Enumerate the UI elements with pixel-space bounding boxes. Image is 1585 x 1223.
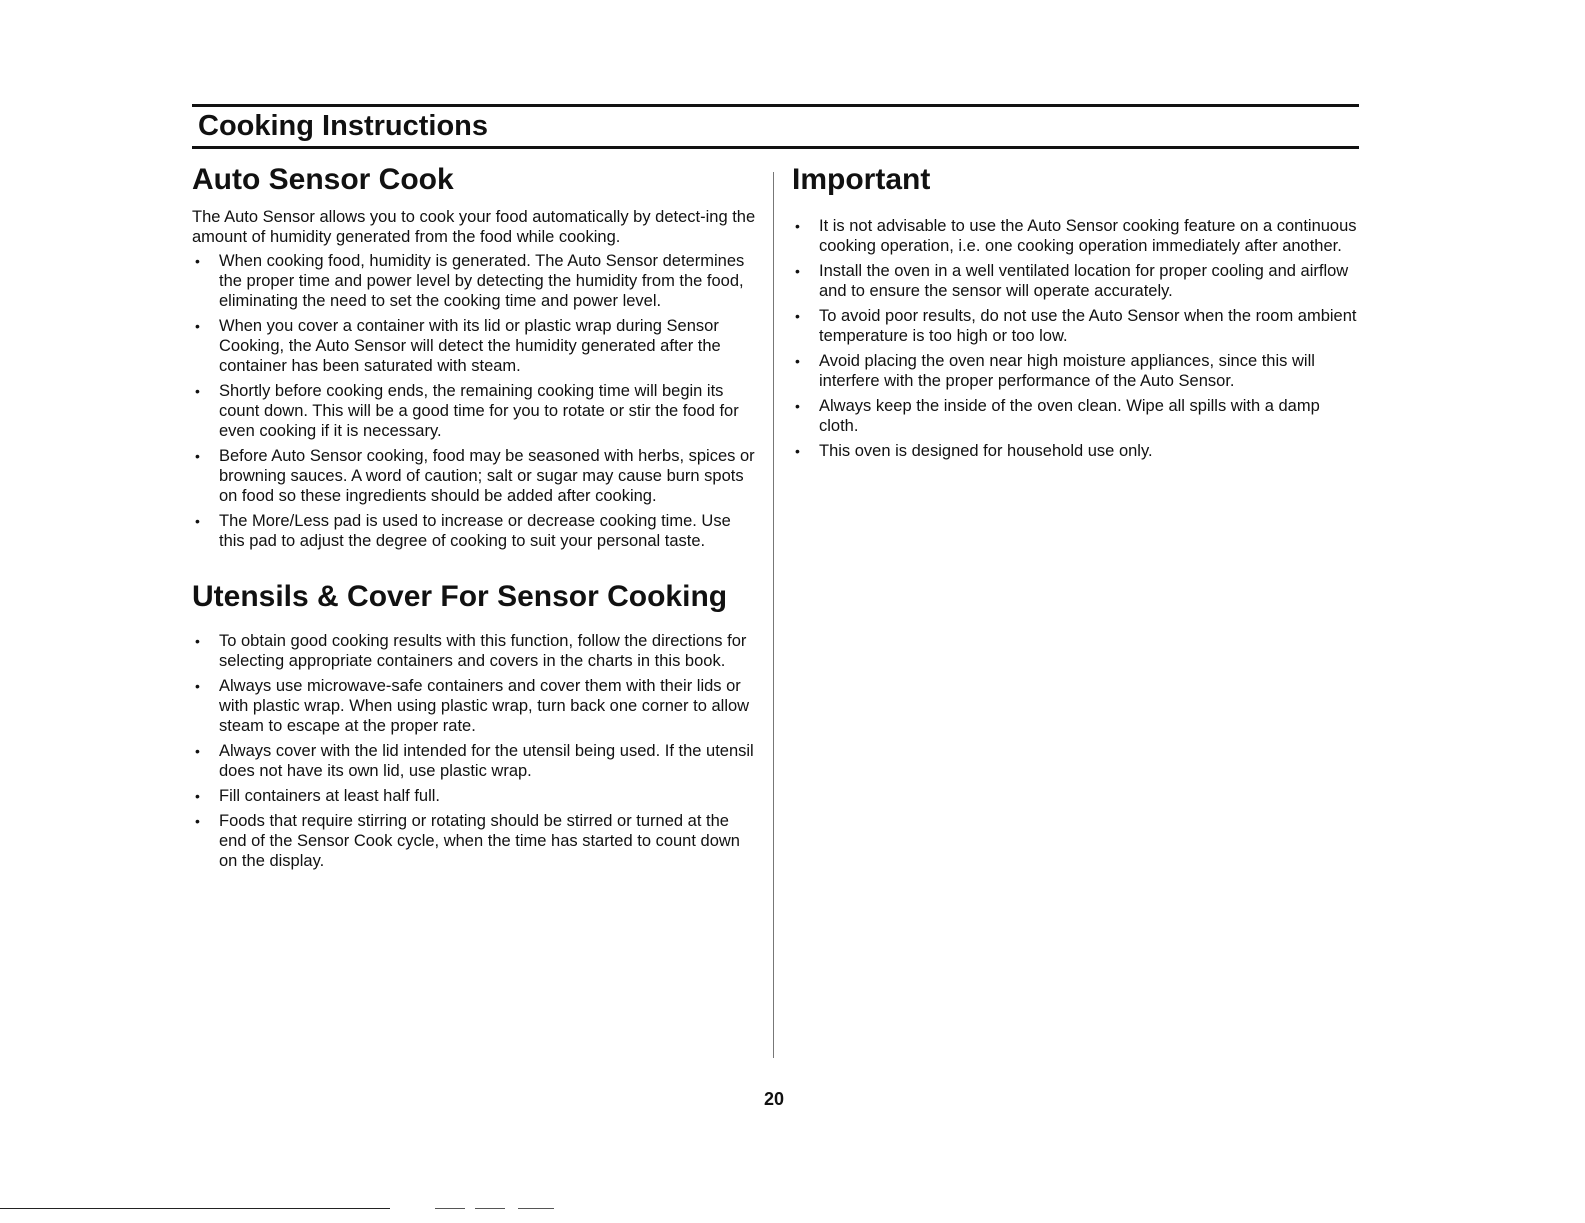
- footer-scan-mark: [435, 1208, 465, 1209]
- header-bottom-rule: [192, 146, 1359, 149]
- important-list: [792, 216, 1358, 461]
- footer-scan-mark: [475, 1208, 505, 1209]
- list-item: • The More/Less pad is used to increase or decrease cooking time. Use this pad to adjust the degree of cooking to suit your personal taste.: [192, 511, 758, 551]
- auto-sensor-list: [192, 251, 758, 551]
- list-item: • When cooking food, humidity is generated. The Auto Sensor determines the proper time and power level by detecting the humidity from the food, eliminating the need to set the cooking time and power level.: [192, 251, 758, 311]
- auto-sensor-intro: The Auto Sensor allows you to cook your food automatically by detect-ing the amount of humidity generated from the food while cooking.: [192, 208, 756, 246]
- list-item: • This oven is designed for household use only.: [792, 441, 1358, 461]
- important-section: [792, 160, 1358, 461]
- footer-scan-mark: [518, 1208, 554, 1209]
- page-title: Cooking Instructions: [198, 110, 488, 142]
- page-number: 20: [764, 1089, 785, 1109]
- auto-sensor-heading: Auto Sensor Cook: [192, 163, 454, 196]
- left-column: [192, 160, 758, 876]
- utensils-heading: Utensils & Cover For Sensor Cooking: [192, 580, 728, 613]
- list-item: • To avoid poor results, do not use the Auto Sensor when the room ambient temperature is too high or too low.: [792, 306, 1358, 346]
- footer-scan-line: [0, 1208, 390, 1209]
- list-item: • Always keep the inside of the oven clean. Wipe all spills with a damp cloth.: [792, 396, 1358, 436]
- utensils-list: [192, 631, 758, 871]
- list-item: • Foods that require stirring or rotating should be stirred or turned at the end of the Sensor Cook cycle, when the time has started to count down on the display.: [192, 811, 758, 871]
- list-item: • Always cover with the lid intended for the utensil being used. If the utensil does not have its own lid, use plastic wrap.: [192, 741, 758, 781]
- important-heading: Important: [792, 163, 931, 196]
- list-item: • Avoid placing the oven near high moisture appliances, since this will interfere with the proper performance of the Auto Sensor.: [792, 351, 1358, 391]
- right-column: [792, 160, 1358, 466]
- list-item: • Always use microwave-safe containers and cover them with their lids or with plastic wrap. When using plastic wrap, turn back one corner to allow steam to escape at the proper rate.: [192, 676, 758, 736]
- list-item: • It is not advisable to use the Auto Sensor cooking feature on a continuous cooking operation, i.e. one cooking operation immediately after another.: [792, 216, 1358, 256]
- list-item: • To obtain good cooking results with this function, follow the directions for selecting appropriate containers and covers in the charts in this book.: [192, 631, 758, 671]
- list-item: • When you cover a container with its lid or plastic wrap during Sensor Cooking, the Auto Sensor will detect the humidity generated after the container has been saturated with steam.: [192, 316, 758, 376]
- column-divider: [773, 172, 774, 1058]
- list-item: • Fill containers at least half full.: [192, 786, 758, 806]
- list-item: • Shortly before cooking ends, the remaining cooking time will begin its count down. This will be a good time for you to rotate or stir the food for even cooking if it is necessary.: [192, 381, 758, 441]
- auto-sensor-section: [192, 160, 758, 551]
- utensils-section: [192, 577, 758, 871]
- list-item: • Before Auto Sensor cooking, food may be seasoned with herbs, spices or browning sauces. A word of caution; salt or sugar may cause burn spots on food so these ingredients should be added after cooking.: [192, 446, 758, 506]
- list-item: • Install the oven in a well ventilated location for proper cooling and airflow and to ensure the sensor will operate accurately.: [792, 261, 1358, 301]
